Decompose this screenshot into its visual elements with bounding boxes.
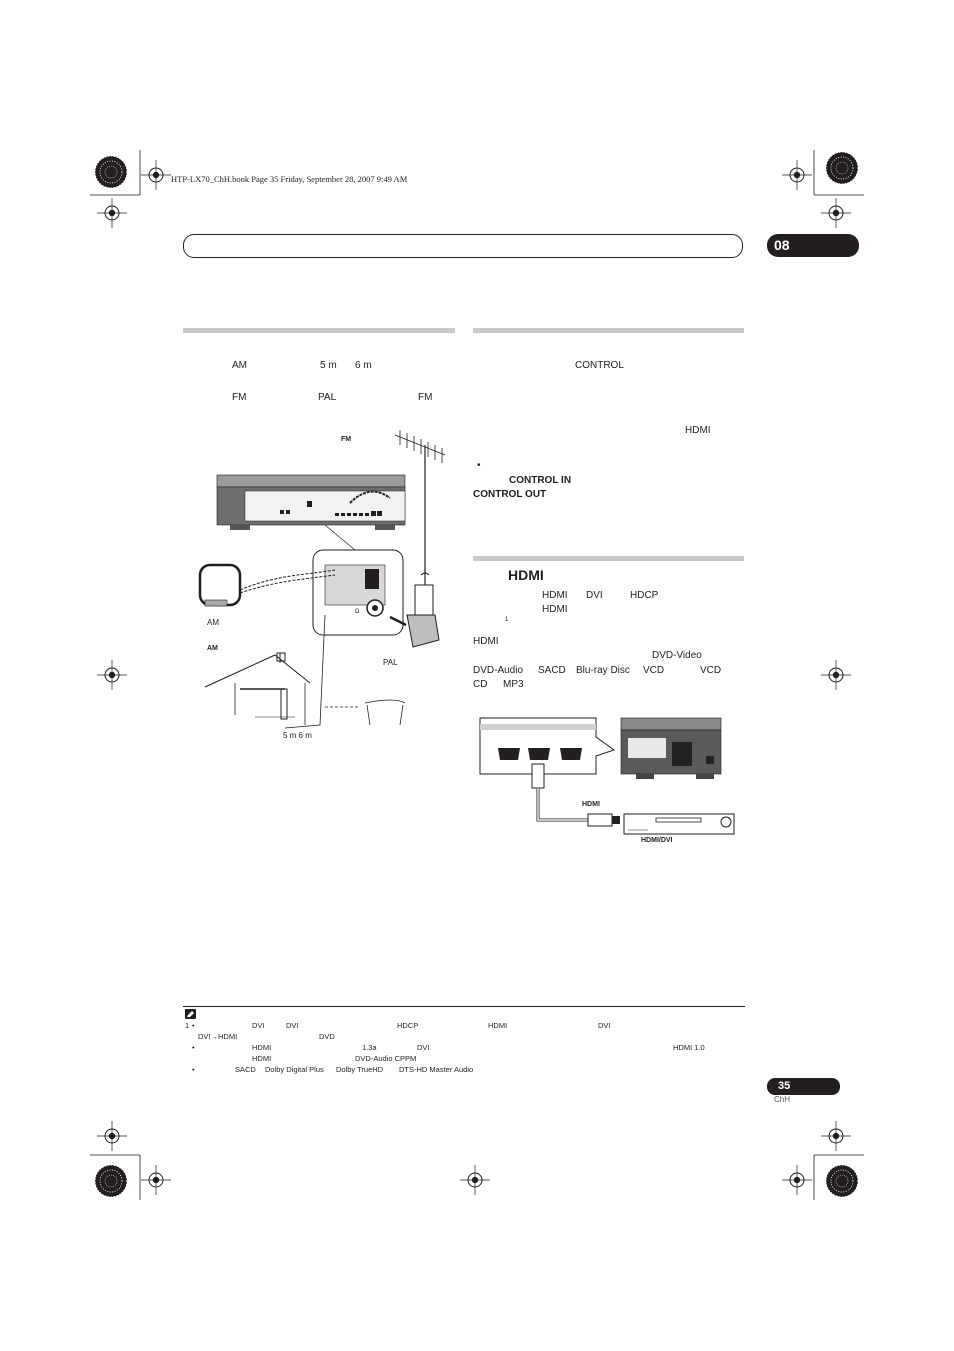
header-title-box xyxy=(183,234,743,258)
note-1-num: 1 xyxy=(185,1021,190,1030)
hdmi-cable-label: HDMI xyxy=(582,801,600,808)
note-2-hdmi-b: HDMI xyxy=(252,1054,272,1063)
fm-text: FM xyxy=(232,392,247,403)
left-section-bar xyxy=(183,328,455,333)
control-in-label: CONTROL IN xyxy=(509,475,572,486)
fm-text-2: FM xyxy=(418,392,433,403)
note-3-bullet: • xyxy=(192,1065,195,1074)
chapter-number: 08 xyxy=(774,237,790,253)
note-1-dvi-hdmi: DVI→HDMI xyxy=(198,1032,238,1041)
note-1-dvd: DVD xyxy=(319,1032,335,1041)
note-1-dvi-1: DVI xyxy=(252,1021,265,1030)
pal-connector-label: PAL xyxy=(383,658,398,667)
note-3-ddp: Dolby Digital Plus xyxy=(265,1065,324,1074)
file-info: HTP-LX70_ChH.book Page 35 Friday, September 28, 2007 9:49 AM xyxy=(171,174,408,184)
footnote-ref: 1 xyxy=(505,617,509,623)
fm-antenna-label: FM xyxy=(341,436,352,443)
hdmi-heading: HDMI xyxy=(508,567,544,583)
note-2-cppm: DVD-Audio CPPM xyxy=(355,1054,417,1063)
cd-text: CD xyxy=(473,679,488,690)
dvi-text-1: DVI xyxy=(586,590,603,601)
pencil-icon xyxy=(186,1010,195,1018)
page-number: 35 xyxy=(778,1080,791,1092)
hdmi-dvi-device-label: HDMI/DVI xyxy=(641,837,673,844)
distance-5m: 5 m xyxy=(320,360,337,371)
hdmi-connection-diagram xyxy=(476,712,738,852)
note-3-truehd: Dolby TrueHD xyxy=(336,1065,384,1074)
hdmi-word: HDMI xyxy=(685,425,711,436)
note-1-dvi-3: DVI xyxy=(598,1021,611,1030)
hdmi-section-bar xyxy=(473,556,744,561)
language-label: ChH xyxy=(774,1095,791,1104)
bluray-text: Blu-ray Disc xyxy=(576,665,630,676)
am-antenna-label: AM xyxy=(207,618,219,627)
hdmi-text-1: HDMI xyxy=(542,590,568,601)
notes-divider xyxy=(183,1006,745,1007)
hdmi-text-2: HDMI xyxy=(542,604,568,615)
control-out-label: CONTROL OUT xyxy=(473,489,547,500)
note-2-dvi: DVI xyxy=(417,1043,430,1052)
right-section-bar xyxy=(473,328,744,333)
dvd-video-text: DVD-Video xyxy=(652,650,702,661)
note-1-hdcp: HDCP xyxy=(397,1021,419,1030)
sacd-text: SACD xyxy=(538,665,566,676)
pal-text: PAL xyxy=(318,392,337,403)
note-3-sacd: SACD xyxy=(235,1065,256,1074)
note-3-dts: DTS-HD Master Audio xyxy=(399,1065,474,1074)
hdmi-text-3: HDMI xyxy=(473,636,499,647)
am-outdoor-label: AM xyxy=(207,645,218,652)
ohm-label: Ω xyxy=(355,609,360,615)
mp3-text: MP3 xyxy=(503,679,524,690)
bullet: • xyxy=(477,460,481,471)
am-text: AM xyxy=(232,360,247,371)
note-2-hdmi10: HDMI 1.0 xyxy=(673,1043,705,1052)
cable-distance-label: 5 m 6 m xyxy=(283,731,312,740)
note-1-bullet: • xyxy=(192,1021,195,1030)
antenna-connection-diagram xyxy=(195,425,455,745)
note-1-dvi-2: DVI xyxy=(286,1021,299,1030)
note-2-version: 1.3a xyxy=(362,1043,377,1052)
note-1-hdmi: HDMI xyxy=(488,1021,508,1030)
note-2-bullet: • xyxy=(192,1043,195,1052)
distance-6m: 6 m xyxy=(355,360,372,371)
vcd-text-1: VCD xyxy=(643,665,665,676)
note-2-hdmi: HDMI xyxy=(252,1043,272,1052)
control-text: CONTROL xyxy=(575,360,624,371)
dvd-audio-text: DVD-Audio xyxy=(473,665,524,676)
vcd-text-2: VCD xyxy=(700,665,722,676)
hdcp-text: HDCP xyxy=(630,590,659,601)
